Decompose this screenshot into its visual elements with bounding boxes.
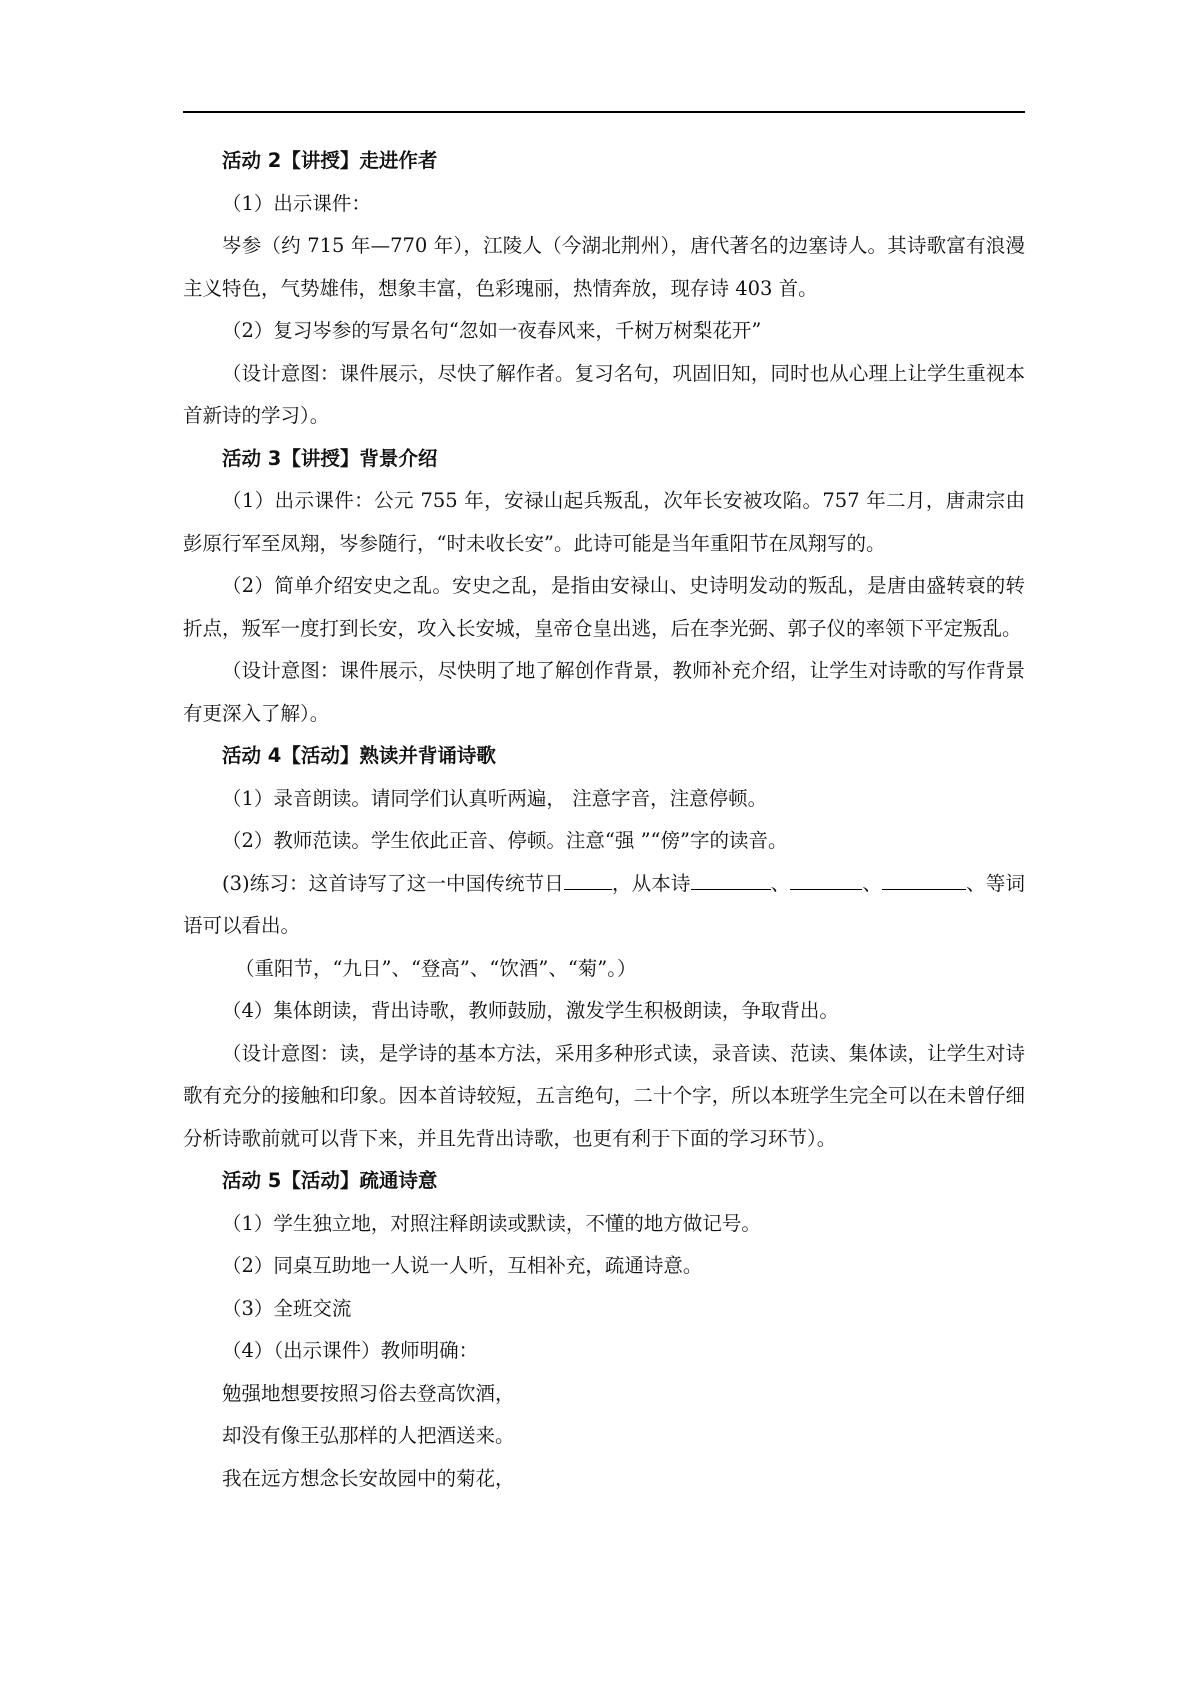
- activity-5-item-2: （2）同桌互助地一人说一人听，互相补充，疏通诗意。: [222, 1254, 703, 1277]
- fill-blank-festival: [564, 869, 612, 890]
- activity-2-heading: 活动 2【讲授】走进作者: [222, 149, 438, 172]
- fill-blank-3: [882, 869, 966, 890]
- activity-5-heading: 活动 5【活动】疏通诗意: [222, 1169, 438, 1192]
- activity-4-design-intent: （设计意图：读，是学诗的基本方法，采用多种形式读，录音读、范读、集体读，让学生对诗歌有充分的接触和印象。因本首诗较短，五言绝句，二十个字，所以本班学生完全可以在未曾仔细分析诗歌前就可以背下来，并且先背出诗歌，也更有利于下面的学习环节）。: [183, 1041, 1025, 1150]
- activity-4-item-1: （1）录音朗读。请同学们认真听两遍， 注意字音，注意停顿。: [222, 786, 768, 810]
- exercise-sep-1: 、: [770, 871, 791, 895]
- activity-5-item-4: （4）（出示课件）教师明确：: [222, 1339, 479, 1362]
- translation-line-3: 我在远方想念长安故园中的菊花，: [222, 1466, 515, 1490]
- document-body: [183, 140, 1025, 1500]
- exercise-text-a: (3)练习：这首诗写了这一中国传统节日: [222, 871, 564, 895]
- activity-2-item-2: （2）复习岑参的写景名句“忽如一夜春风来，千树万树梨花开”: [222, 319, 762, 342]
- activity-5-item-3: （3）全班交流: [222, 1296, 352, 1320]
- activity-2-author-intro: 岑参（约 715 年—770 年），江陵人（今湖北荆州），唐代著名的边塞诗人。其诗歌富有浪漫主义特色，气势雄伟，想象丰富，色彩瑰丽，热情奔放，现存诗 403 首。: [183, 234, 1025, 300]
- translation-line-2: 却没有像王弘那样的人把酒送来。: [222, 1424, 515, 1447]
- exercise-sep-2: 、: [862, 871, 883, 895]
- activity-4-exercise: [183, 863, 1025, 948]
- activity-4-item-2: （2）教师范读。学生依此正音、停顿。注意“强 ”“傍”字的读音。: [222, 829, 788, 852]
- activity-3-item-2: （2）简单介绍安史之乱。安史之乱，是指由安禄山、史诗明发动的叛乱，是唐由盛转衰的转折点，叛军一度打到长安，攻入长安城，皇帝仓皇出逃，后在李光弼、郭子仪的率领下平定叛乱。: [183, 574, 1025, 640]
- exercise-text-b: ，从本诗: [611, 871, 691, 895]
- fill-blank-2: [790, 869, 862, 890]
- activity-2-item-1: （1）出示课件：: [222, 191, 371, 215]
- activity-4-answer: （重阳节，“九日”、“登高”、“饮酒”、“菊”。）: [235, 956, 637, 980]
- activity-2-design-intent: （设计意图：课件展示，尽快了解作者。复习名句，巩固旧知，同时也从心理上让学生重视本首新诗的学习）。: [183, 361, 1025, 427]
- header-rule: [183, 111, 1025, 113]
- activity-4-heading: 活动 4【活动】熟读并背诵诗歌: [222, 744, 496, 767]
- activity-4-item-4: （4）集体朗读，背出诗歌，教师鼓励，激发学生积极朗读，争取背出。: [222, 999, 839, 1022]
- exercise-sep-3: 、: [966, 871, 986, 895]
- activity-3-item-1: （1）出示课件：公元 755 年，安禄山起兵叛乱，次年长安被攻陷。757 年二月，唐肃宗由彭原行军至凤翔，岑参随行，“时未收长安”。此诗可能是当年重阳节在凤翔写的。: [183, 489, 1025, 555]
- translation-line-1: 勉强地想要按照习俗去登高饮酒，: [222, 1381, 515, 1405]
- activity-3-design-intent: （设计意图：课件展示，尽快明了地了解创作背景，教师补充介绍，让学生对诗歌的写作背景有更深入了解）。: [183, 659, 1025, 725]
- exercise-text-c: 等词语可以看出。: [183, 871, 1025, 937]
- activity-5-item-1: （1）学生独立地，对照注释朗读或默读，不懂的地方做记号。: [222, 1211, 761, 1235]
- fill-blank-1: [691, 869, 771, 890]
- activity-3-heading: 活动 3【讲授】背景介绍: [222, 446, 438, 470]
